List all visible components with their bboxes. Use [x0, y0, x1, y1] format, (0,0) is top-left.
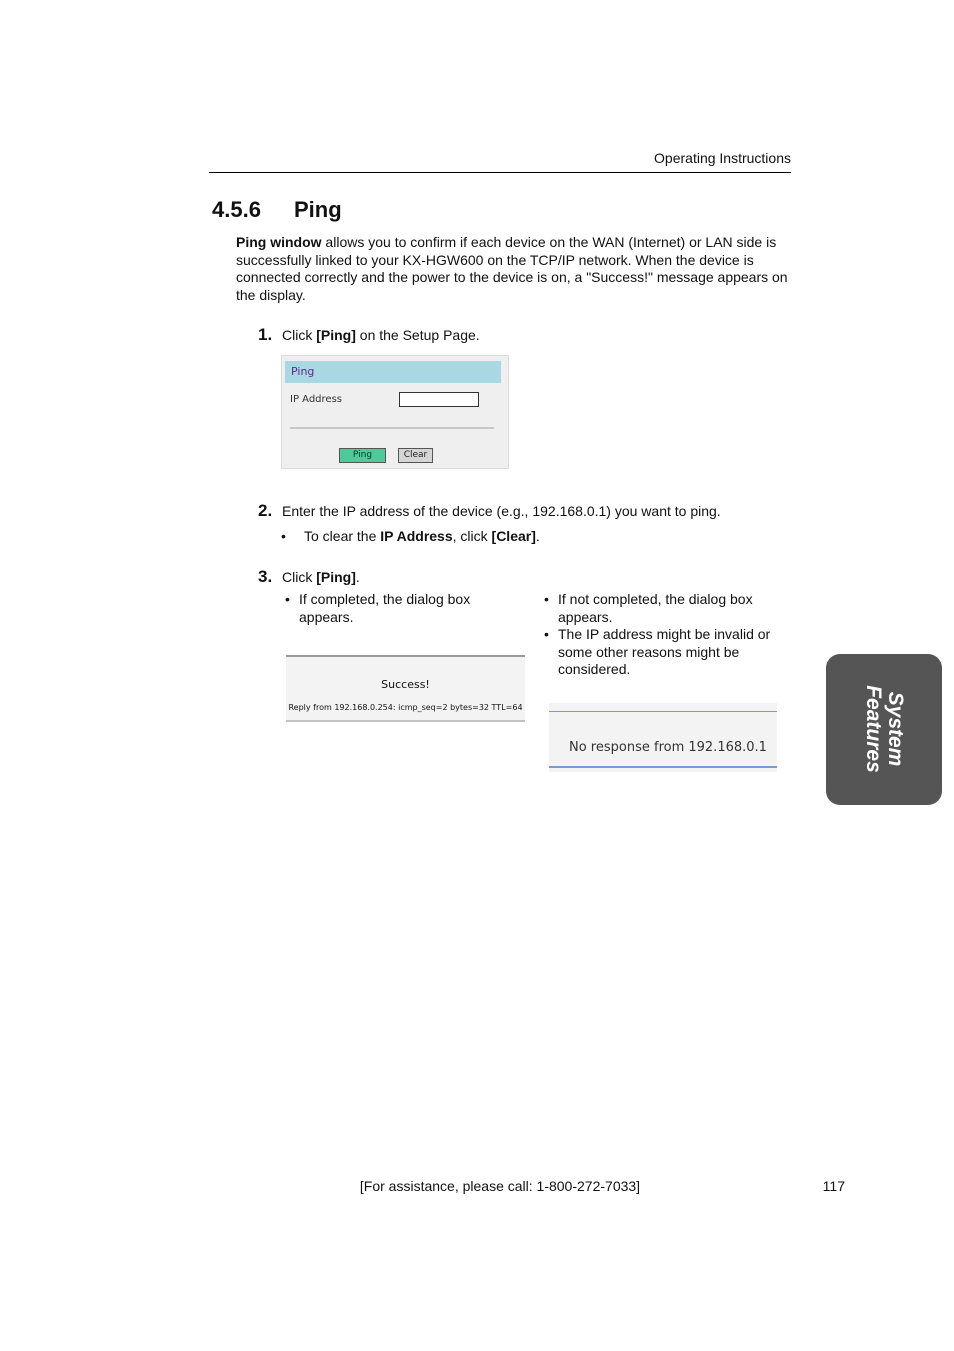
- intro-text: allows you to confirm if each device on the WAN (Internet) or LAN side is successfully linked to your KX-HGW600 on the TCP/IP network. When the device is connected correctly and the power to the device is on, a "Success!" message appears on the display.: [236, 234, 788, 303]
- ping-setup-panel: [281, 355, 509, 469]
- intro-paragraph: [236, 234, 792, 304]
- intro-bold: Ping window: [236, 234, 322, 250]
- side-tab-line-1: System: [884, 691, 907, 767]
- bullet-dot: •: [281, 528, 286, 544]
- side-tab-line-2: Features: [862, 685, 885, 773]
- step-2-number: 2.: [258, 501, 273, 520]
- step-2-bullet-mid: , click: [452, 528, 492, 544]
- bullet-dot: •: [285, 591, 290, 607]
- result-fail-text-2: The IP address might be invalid or some other reasons might be considered.: [558, 626, 771, 678]
- ip-address-input[interactable]: [399, 392, 479, 407]
- side-tab-label: [862, 685, 906, 773]
- no-response-text: No response from 192.168.0.1: [569, 740, 767, 755]
- result-success-text: If completed, the dialog box appears.: [299, 591, 471, 625]
- ip-address-label: IP Address: [290, 394, 342, 405]
- step-2-bullet: [281, 528, 540, 546]
- step-1-post: on the Setup Page.: [355, 327, 480, 343]
- step-2: [258, 501, 721, 521]
- dialog-top-line: [549, 711, 777, 712]
- step-1-pre: Click: [282, 327, 317, 343]
- ping-panel-divider: [290, 427, 494, 429]
- bullet-dot: •: [544, 591, 549, 607]
- step-3-post: .: [355, 569, 360, 585]
- step-2-bullet-post: .: [535, 528, 540, 544]
- no-response-dialog: [549, 703, 777, 772]
- bullet-dot: •: [544, 626, 549, 642]
- step-1: [258, 325, 480, 345]
- result-fail-bullet-2: [544, 626, 792, 679]
- success-reply: Reply from 192.168.0.254: icmp_seq=2 bytes=32 TTL=64: [288, 703, 523, 712]
- success-dialog: [286, 655, 525, 722]
- dialog-bottom-line: [549, 766, 777, 768]
- step-2-bullet-bold2: [Clear]: [491, 528, 536, 544]
- step-3-number: 3.: [258, 567, 273, 586]
- step-2-bullet-bold1: IP Address: [380, 528, 453, 544]
- ping-panel-title: Ping: [291, 365, 315, 378]
- result-fail-bullet-1: [544, 591, 792, 626]
- clear-button[interactable]: Clear: [398, 448, 433, 463]
- ping-button[interactable]: Ping: [339, 448, 386, 463]
- step-3: [258, 567, 360, 587]
- ping-panel-title-bar: [285, 361, 501, 383]
- result-success-bullet: [285, 591, 499, 626]
- page-number: 117: [822, 1178, 845, 1194]
- section-number: 4.5.6: [212, 197, 261, 222]
- success-title: Success!: [381, 678, 430, 691]
- section-title: [212, 197, 342, 223]
- header-text: Operating Instructions: [654, 150, 791, 166]
- section-heading: Ping: [294, 197, 342, 222]
- section-side-tab: [826, 654, 942, 805]
- footer-help: [For assistance, please call: 1-800-272-7033]: [359, 1178, 641, 1194]
- step-1-bold: [Ping]: [316, 327, 356, 343]
- result-fail-text-1: If not completed, the dialog box appears.: [558, 591, 753, 625]
- step-2-text: Enter the IP address of the device (e.g., 192.168.0.1) you want to ping.: [282, 503, 721, 519]
- step-3-pre: Click: [282, 569, 317, 585]
- step-3-bold: [Ping]: [316, 569, 356, 585]
- header-rule: [209, 172, 791, 173]
- step-2-bullet-pre: To clear the: [304, 528, 381, 544]
- step-1-number: 1.: [258, 325, 273, 344]
